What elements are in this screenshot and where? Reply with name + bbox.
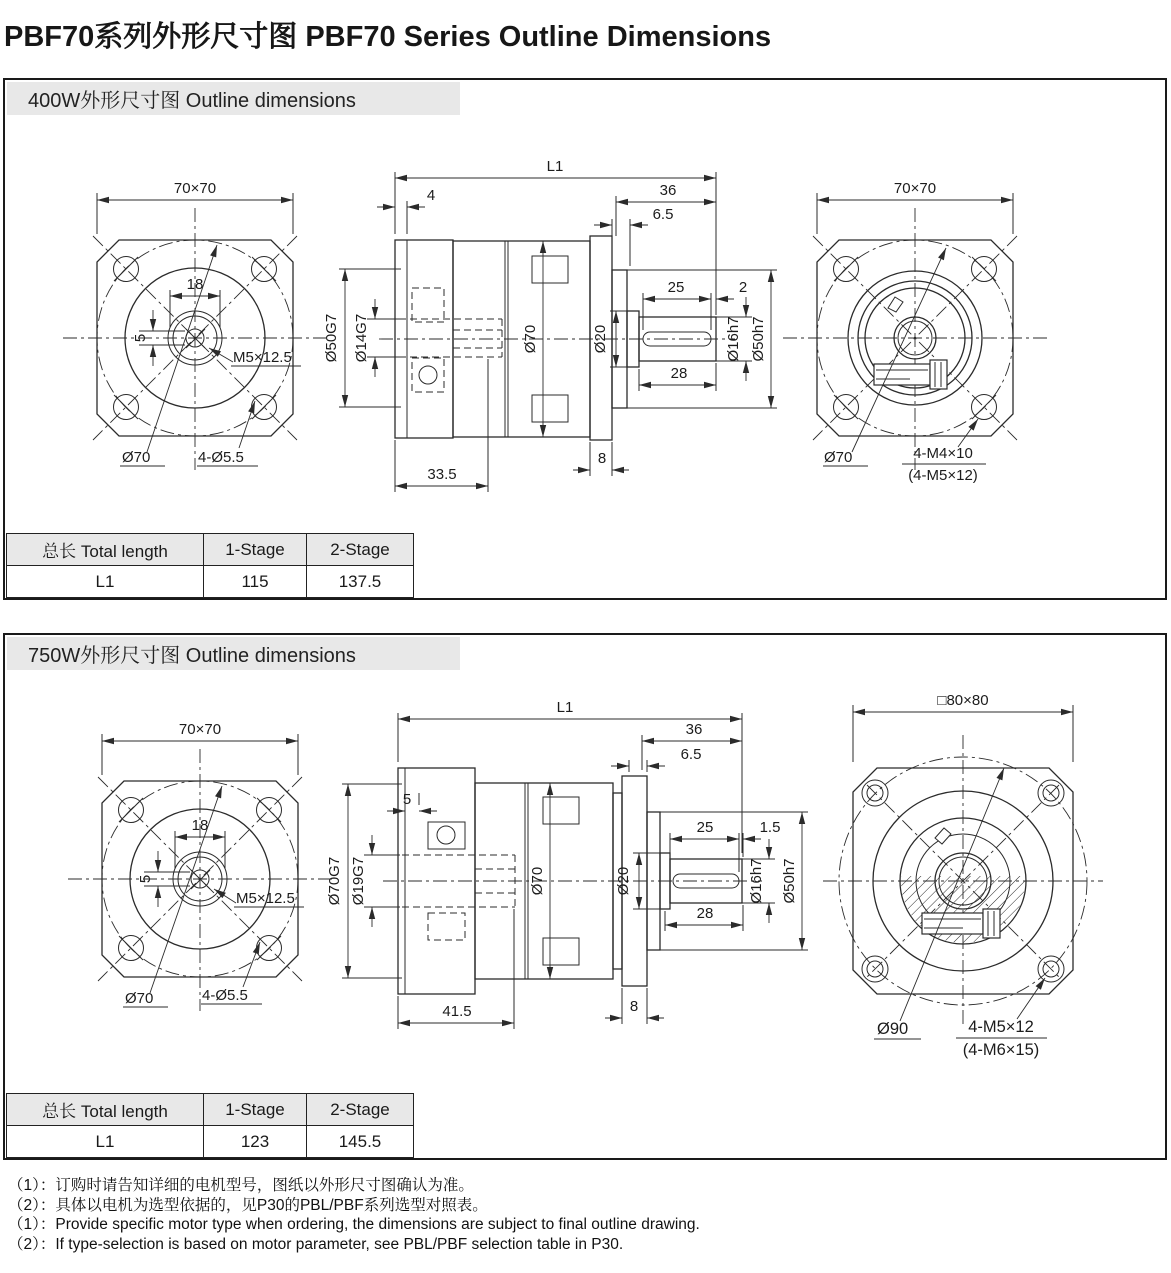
rear-view-400w <box>783 180 1047 484</box>
cell-2stage-value: 145.5 <box>307 1126 414 1158</box>
dim-side-spigotdia: Ø50h7 <box>750 316 767 362</box>
dim-side-total: L1 <box>556 699 574 716</box>
col-total-length: 总长 Total length <box>7 534 204 566</box>
dim-side-spigotdia: Ø50h7 <box>781 858 798 904</box>
outline-drawing-750w <box>5 673 1163 1095</box>
label-rear-tap: 4-M5×12 <box>968 1018 1034 1036</box>
section-750w-header: 750W外形尺寸图 Outline dimensions <box>7 637 460 670</box>
dim-side-spigotlen: 6.5 <box>652 206 674 223</box>
section-400w <box>3 78 1167 600</box>
dim-side-pilotbore: Ø70G7 <box>326 856 343 906</box>
dim-front-hub: 18 <box>191 817 209 834</box>
dim-side-outlen: 36 <box>659 182 677 199</box>
section-750w <box>3 633 1167 1160</box>
footnotes <box>8 1176 700 1254</box>
dim-side-shaftbore: Ø14G7 <box>353 313 370 363</box>
dim-side-flangew: 8 <box>597 450 607 467</box>
cell-2stage-value: 137.5 <box>307 566 414 598</box>
table-header-row <box>7 534 414 566</box>
shaft-clamp-750w <box>922 909 1000 938</box>
dim-side-tip: 1.5 <box>759 819 781 836</box>
dim-side-spigotlen: 6.5 <box>680 746 702 763</box>
table-row <box>7 1126 414 1158</box>
dim-side-lip: 5 <box>402 791 412 808</box>
rear-view-750w <box>823 692 1103 1059</box>
dim-front-square: 70×70 <box>173 180 217 197</box>
cell-l1: L1 <box>7 566 204 598</box>
col-total-length: 总长 Total length <box>7 1094 204 1126</box>
dim-side-bodydia: Ø70 <box>522 324 539 354</box>
label-rear-tap-alt: (4-M6×15) <box>962 1041 1040 1059</box>
dim-side-total: L1 <box>546 158 564 175</box>
dim-front-hub: 18 <box>186 276 204 293</box>
footnote-1-cn: （1）：订购时请告知详细的电机型号，图纸以外形尺寸图确认为准。 <box>8 1177 474 1194</box>
col-2-stage: 2-Stage <box>307 534 414 566</box>
dim-side-tip: 2 <box>738 279 748 296</box>
section-400w-header: 400W外形尺寸图 Outline dimensions <box>7 82 460 115</box>
dim-front-square: 70×70 <box>178 721 222 738</box>
front-view-750w <box>68 721 332 1011</box>
col-1-stage: 1-Stage <box>204 1094 307 1126</box>
dim-rear-square: 70×70 <box>893 180 937 197</box>
side-view-400w <box>323 158 777 492</box>
shaft-clamp-400w <box>874 360 947 389</box>
label-front-holes: 4-Ø5.5 <box>198 449 244 466</box>
dim-side-keylen: 25 <box>696 819 714 836</box>
dim-front-key: 5 <box>132 333 149 343</box>
col-1-stage: 1-Stage <box>204 534 307 566</box>
cell-1stage-value: 123 <box>204 1126 307 1158</box>
footnote-2-en: （2）：If type-selection is based on motor parameter, see PBL/PBF selection table in P30. <box>8 1235 624 1253</box>
dim-side-shaftlen: 28 <box>696 905 714 922</box>
cell-1stage-value: 115 <box>204 566 307 598</box>
table-row <box>7 566 414 598</box>
footnote-1-en: （1）：Provide specific motor type when ordering, the dimensions are subject to final outline drawing. <box>8 1216 700 1233</box>
dim-front-key: 5 <box>137 874 154 884</box>
dim-side-stepdia: Ø20 <box>592 324 609 354</box>
dim-side-stepdia: Ø20 <box>615 866 632 896</box>
label-rear-bolt-circle: Ø90 <box>877 1020 909 1038</box>
label-front-holes: 4-Ø5.5 <box>202 987 248 1004</box>
dim-side-flangew: 8 <box>629 998 639 1015</box>
dim-side-bodylen: 33.5 <box>427 466 457 483</box>
page-title: PBF70系列外形尺寸图 PBF70 Series Outline Dimensions <box>4 21 772 53</box>
dim-side-pilotbore: Ø50G7 <box>323 313 340 363</box>
label-front-bolt-circle: Ø70 <box>122 449 151 466</box>
front-view-400w <box>63 180 327 470</box>
dim-side-lip: 4 <box>426 187 436 204</box>
dim-side-shaftbore: Ø19G7 <box>350 856 367 906</box>
side-view-750w <box>326 699 808 1029</box>
label-front-tap: M5×12.5 <box>236 890 295 907</box>
label-rear-tap: 4-M4×10 <box>913 445 973 462</box>
dim-side-keylen: 25 <box>667 279 685 296</box>
col-2-stage: 2-Stage <box>307 1094 414 1126</box>
label-rear-tap-alt: (4-M5×12) <box>908 467 978 484</box>
dim-side-outlen: 36 <box>685 721 703 738</box>
label-rear-bolt-circle: Ø70 <box>824 449 853 466</box>
dim-side-bodylen: 41.5 <box>442 1003 472 1020</box>
dim-side-shaftlen: 28 <box>670 365 688 382</box>
length-table-400w <box>6 533 414 598</box>
dim-side-shaftdia: Ø16h7 <box>725 316 742 362</box>
table-header-row <box>7 1094 414 1126</box>
dim-rear-square: □80×80 <box>937 692 989 709</box>
label-front-tap: M5×12.5 <box>233 349 292 366</box>
footnote-2-cn: （2）：具体以电机为选型依据的，见P30的PBL/PBF系列选型对照表。 <box>8 1196 488 1214</box>
label-front-bolt-circle: Ø70 <box>125 990 154 1007</box>
length-table-750w <box>6 1093 414 1158</box>
dim-side-bodydia: Ø70 <box>529 866 546 896</box>
cell-l1: L1 <box>7 1126 204 1158</box>
dim-side-shaftdia: Ø16h7 <box>748 858 765 904</box>
outline-drawing-400w <box>5 118 1163 538</box>
